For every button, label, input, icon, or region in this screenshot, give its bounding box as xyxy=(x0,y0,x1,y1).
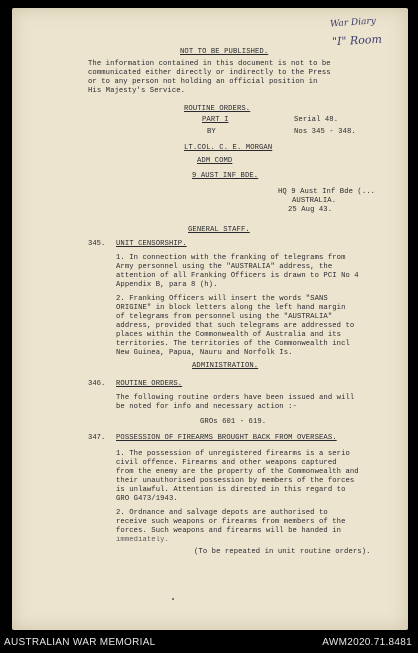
paragraph-line: 2. Ordnance and salvage depots are authorised to xyxy=(116,509,328,517)
by-label: BY xyxy=(207,128,216,136)
paragraph-line: immediately. xyxy=(116,536,169,544)
paragraph-line: forces. Such weapons and firearms will be handed in xyxy=(116,527,342,535)
hq-address: HQ 9 Aust Inf Bde (... xyxy=(278,188,376,196)
paragraph-line: civil offence. Firearms and other weapons captured xyxy=(116,459,337,467)
paragraph-line: ORIGINE" in block letters along the left hand margin xyxy=(116,304,346,312)
paragraph-line: from the enemy are the property of the Commonwealth and xyxy=(116,468,359,476)
part-label: PART I xyxy=(202,116,229,124)
paragraph-line: their unauthorised possession by members of the forces xyxy=(116,477,355,485)
paragraph-line: attention of all Franking Officers is drawn to PCI No 4 xyxy=(116,272,359,280)
handwritten-note-line2: "I" Room xyxy=(331,32,383,49)
commander-appointment: ADM COMD xyxy=(197,157,233,165)
paragraph-line: GRO G473/1943. xyxy=(116,495,178,503)
paragraph-line: territories. The territories of the Commonwealth incl xyxy=(116,340,350,348)
paragraph-line: New Guinea, Papua, Nauru and Norfolk Is. xyxy=(116,349,293,357)
page-mark xyxy=(172,598,174,600)
notice-line: The information contained in this document is not to be xyxy=(88,60,331,68)
document-page xyxy=(12,8,408,630)
section-title: ROUTINE ORDERS. xyxy=(116,380,183,388)
gro-range: GROs 601 - 619. xyxy=(200,418,267,426)
notice-line: His Majesty's Service. xyxy=(88,87,186,95)
handwritten-note-line1: War Diary xyxy=(329,16,377,30)
paragraph-line: is unlawful. Attention is directed in this regard to xyxy=(116,486,346,494)
paragraph-line: The following routine orders have been issued and will xyxy=(116,394,355,402)
paragraph-line: be noted for info and necessary action :- xyxy=(116,403,297,411)
administration-heading: ADMINISTRATION. xyxy=(192,362,259,370)
paragraph-line: 2. Franking Officers will insert the words "SANS xyxy=(116,295,328,303)
paragraph-line: of telegrams from personnel using the "AUSTRALIA" xyxy=(116,313,333,321)
paragraph-line: receive such weapons or firearms from members of the xyxy=(116,518,346,526)
paragraph-line: 1. The possession of unregistered firearms is a serio xyxy=(116,450,350,458)
notice-line: communicated either directly or indirectly to the Press xyxy=(88,69,331,77)
paragraph-line: Army personnel using the "AUSTRALIA" address, the xyxy=(116,263,333,271)
hq-location: AUSTRALIA. xyxy=(292,197,337,205)
paragraph-line: Appendix B, para 8 (h). xyxy=(116,281,218,289)
restricted-heading: NOT TO BE PUBLISHED. xyxy=(180,48,269,56)
routine-orders-title: ROUTINE ORDERS. xyxy=(184,105,251,113)
section-title: POSSESSION OF FIREARMS BROUGHT BACK FROM OVERSEAS. xyxy=(116,434,337,442)
paragraph-line: address, provided that such telegrams are addressed to xyxy=(116,322,355,330)
section-number: 347. xyxy=(88,434,106,442)
section-number: 346. xyxy=(88,380,106,388)
commander-name: LT.COL. C. E. MORGAN xyxy=(184,144,273,152)
footer-institution: AUSTRALIAN WAR MEMORIAL xyxy=(4,637,156,648)
paragraph-line: 1. In connection with the franking of telegrams from xyxy=(116,254,346,262)
order-numbers: Nos 345 - 348. xyxy=(294,128,356,136)
general-staff-heading: GENERAL STAFF. xyxy=(188,226,250,234)
formation-name: 9 AUST INF BDE. xyxy=(192,172,259,180)
footer-accession-number: AWM2020.71.8481 xyxy=(322,637,412,648)
hq-date: 25 Aug 43. xyxy=(288,206,333,214)
paragraph-line: places within the Commonwealth of Australia and its xyxy=(116,331,342,339)
section-title: UNIT CENSORSHIP. xyxy=(116,240,187,248)
serial-label: Serial 48. xyxy=(294,116,339,124)
notice-line: or to any person not holding an official position in xyxy=(88,78,318,86)
repeat-note: (To be repeated in unit routine orders). xyxy=(194,548,371,556)
section-number: 345. xyxy=(88,240,106,248)
